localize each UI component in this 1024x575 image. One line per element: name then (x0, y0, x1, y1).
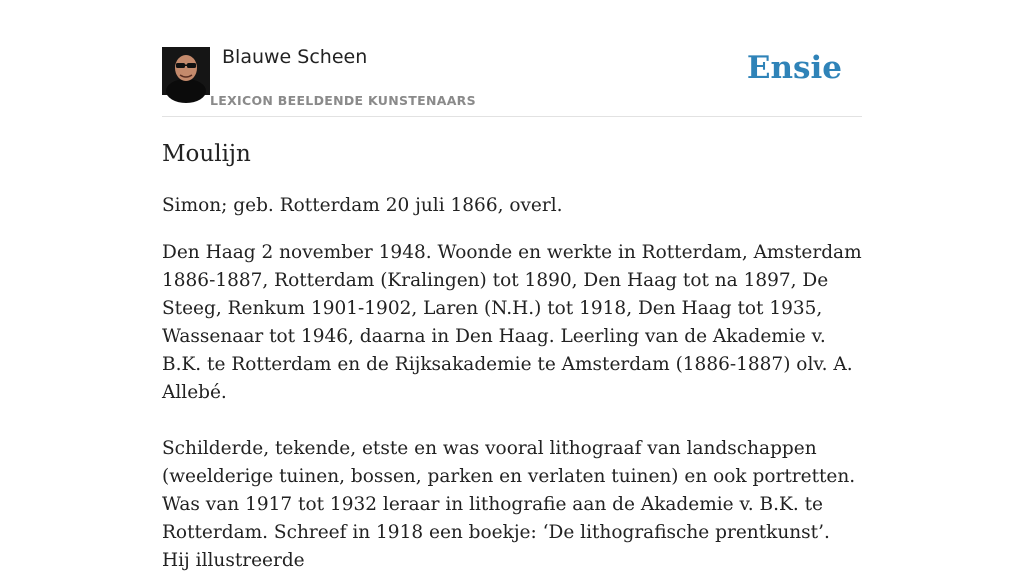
author-name[interactable]: Blauwe Scheen (222, 46, 368, 68)
avatar-portrait-icon (162, 47, 210, 95)
article-content (162, 138, 862, 575)
brand-logo[interactable]: Ensie (746, 50, 842, 86)
section-label[interactable]: LEXICON BEELDENDE KUNSTENAARS (210, 93, 476, 108)
article-lead: Simon; geb. Rotterdam 20 juli 1866, overl. (162, 195, 563, 216)
author-avatar[interactable] (162, 47, 210, 95)
page-header (162, 0, 862, 117)
article-paragraph: Den Haag 2 november 1948. Woonde en werkte in Rotterdam, Amsterdam 1886-1887, Rotterdam (Kralingen) tot 1890, Den Haag tot na 1897, De Steeg, Renkum 1901-1902, Laren (N.H.) tot 1918, Den Haag tot 1935, Wassenaar tot 1946, daarna in Den Haag. Leerling van de Akademie v. B.K. te Rotterdam en de Rijksakademie te Amsterdam (1886-1887) olv. A. Allebé. (162, 242, 862, 403)
article-paragraph: Schilderde, tekende, etste en was vooral lithograaf van landschappen (weelderige tuinen, bossen, parken en verlaten tuinen) en ook portretten. Was van 1917 tot 1932 leraar in lithografie aan de Akademie v. B.K. te Rotterdam. Schreef in 1918 een boekje: ‘De lithografische prentkunst’. Hij illustreerde (162, 438, 856, 571)
article-title: Moulijn (162, 141, 251, 167)
